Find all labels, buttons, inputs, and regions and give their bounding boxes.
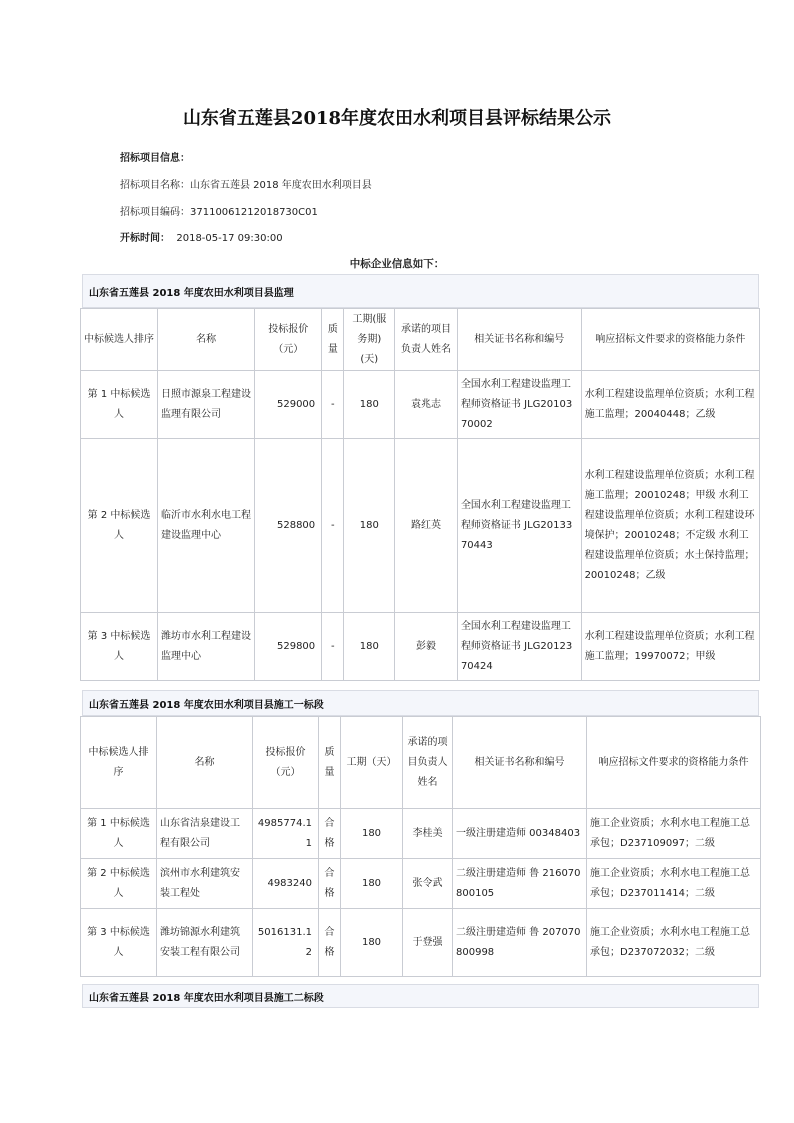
open-time-line <box>120 229 283 244</box>
cell-cert: 一级注册建造师 00348403 <box>453 809 587 859</box>
section-title-lot1: 山东省五莲县 2018 年度农田水利项目县施工一标段 <box>82 690 759 716</box>
table-row <box>81 439 760 613</box>
cell-quality: - <box>322 439 344 613</box>
cell-cert: 全国水利工程建设监理工程师资格证书 JLG2010370002 <box>457 371 581 439</box>
table-row <box>81 371 760 439</box>
open-time-label: 开标时间： <box>120 233 170 244</box>
section-title-lot2: 山东省五莲县 2018 年度农田水利项目县施工二标段 <box>82 984 759 1008</box>
cell-qual: 施工企业资质；水利水电工程施工总承包；D237072032；二级 <box>587 909 761 977</box>
header-price: 投标报价（元） <box>255 309 322 371</box>
cell-name: 潍坊市水利工程建设监理中心 <box>158 613 255 681</box>
header-qual: 响应招标文件要求的资格能力条件 <box>587 717 761 809</box>
header-days: 工期（天） <box>341 717 403 809</box>
header-cert: 相关证书名称和编号 <box>457 309 581 371</box>
cell-price: 528800 <box>255 439 322 613</box>
cell-days: 180 <box>344 613 395 681</box>
project-name-label: 招标项目名称： <box>120 180 190 191</box>
header-cert: 相关证书名称和编号 <box>453 717 587 809</box>
project-code-label: 招标项目编码： <box>120 207 190 218</box>
cell-name: 临沂市水利水电工程建设监理中心 <box>158 439 255 613</box>
header-price: 投标报价（元） <box>253 717 319 809</box>
cell-qual: 水利工程建设监理单位资质；水利工程施工监理；20010248；甲级 水利工程建设监理单位资质；水利工程建设环境保护；20010248；不定级 水利工程建设监理单位资质；水土保持监理；20010248；乙级 <box>581 439 759 613</box>
cell-quality: 合格 <box>319 859 341 909</box>
cell-rank: 第 2 中标候选人 <box>81 439 158 613</box>
cell-manager: 张令武 <box>403 859 453 909</box>
cell-manager: 李桂美 <box>403 809 453 859</box>
cell-days: 180 <box>341 909 403 977</box>
cell-manager: 袁兆志 <box>395 371 458 439</box>
project-name-value: 山东省五莲县 2018 年度农田水利项目县 <box>190 180 372 191</box>
construction-lot1-table <box>80 716 761 977</box>
cell-name: 山东省洁泉建设工程有限公司 <box>157 809 253 859</box>
cell-price: 4985774.11 <box>253 809 319 859</box>
cell-rank: 第 1 中标候选人 <box>81 371 158 439</box>
cell-cert: 全国水利工程建设监理工程师资格证书 JLG2012370424 <box>457 613 581 681</box>
page-title: 山东省五莲县2018年度农田水利项目县评标结果公示 <box>182 108 612 129</box>
cell-quality: 合格 <box>319 909 341 977</box>
header-rank: 中标候选人排序 <box>81 309 158 371</box>
project-name-line <box>120 176 372 191</box>
table-row <box>81 613 760 681</box>
cell-manager: 于登强 <box>403 909 453 977</box>
cell-cert: 二级注册建造师 鲁 207070800998 <box>453 909 587 977</box>
project-info-heading: 招标项目信息： <box>120 153 190 164</box>
cell-cert: 全国水利工程建设监理工程师资格证书 JLG2013370443 <box>457 439 581 613</box>
table-header-row <box>81 309 760 371</box>
winners-heading: 中标企业信息如下： <box>349 258 445 270</box>
cell-name: 潍坊锦源水利建筑安装工程有限公司 <box>157 909 253 977</box>
cell-rank: 第 1 中标候选人 <box>81 809 157 859</box>
cell-quality: - <box>322 613 344 681</box>
cell-days: 180 <box>344 371 395 439</box>
cell-days: 180 <box>341 809 403 859</box>
header-manager: 承诺的项目负责人姓名 <box>403 717 453 809</box>
cell-price: 4983240 <box>253 859 319 909</box>
cell-qual: 施工企业资质；水利水电工程施工总承包；D237109097；二级 <box>587 809 761 859</box>
table-header-row <box>81 717 761 809</box>
cell-rank: 第 2 中标候选人 <box>81 859 157 909</box>
supervision-table <box>80 308 760 681</box>
cell-manager: 彭毅 <box>395 613 458 681</box>
cell-rank: 第 3 中标候选人 <box>81 909 157 977</box>
cell-cert: 二级注册建造师 鲁 216070800105 <box>453 859 587 909</box>
header-quality: 质量 <box>322 309 344 371</box>
header-qual: 响应招标文件要求的资格能力条件 <box>581 309 759 371</box>
table-row <box>81 859 761 909</box>
cell-price: 529800 <box>255 613 322 681</box>
cell-qual: 水利工程建设监理单位资质；水利工程施工监理；19970072；甲级 <box>581 613 759 681</box>
cell-price: 5016131.12 <box>253 909 319 977</box>
header-rank: 中标候选人排序 <box>81 717 157 809</box>
cell-qual: 施工企业资质；水利水电工程施工总承包；D237011414；二级 <box>587 859 761 909</box>
cell-days: 180 <box>341 859 403 909</box>
cell-qual: 水利工程建设监理单位资质；水利工程施工监理；20040448；乙级 <box>581 371 759 439</box>
header-manager: 承诺的项目负责人姓名 <box>395 309 458 371</box>
project-code-line <box>120 203 318 218</box>
cell-price: 529000 <box>255 371 322 439</box>
open-time-value: 2018-05-17 09:30:00 <box>176 233 283 244</box>
header-name: 名称 <box>158 309 255 371</box>
project-code-value: 37110061212018730C01 <box>190 207 318 218</box>
header-quality: 质量 <box>319 717 341 809</box>
table-row <box>81 909 761 977</box>
header-name: 名称 <box>157 717 253 809</box>
cell-days: 180 <box>344 439 395 613</box>
header-days: 工期(服务期) (天) <box>344 309 395 371</box>
cell-quality: - <box>322 371 344 439</box>
cell-manager: 路红英 <box>395 439 458 613</box>
table-row <box>81 809 761 859</box>
section-title-supervision: 山东省五莲县 2018 年度农田水利项目县监理 <box>82 274 759 308</box>
cell-name: 日照市源泉工程建设监理有限公司 <box>158 371 255 439</box>
cell-quality: 合格 <box>319 809 341 859</box>
cell-name: 滨州市水利建筑安装工程处 <box>157 859 253 909</box>
cell-rank: 第 3 中标候选人 <box>81 613 158 681</box>
